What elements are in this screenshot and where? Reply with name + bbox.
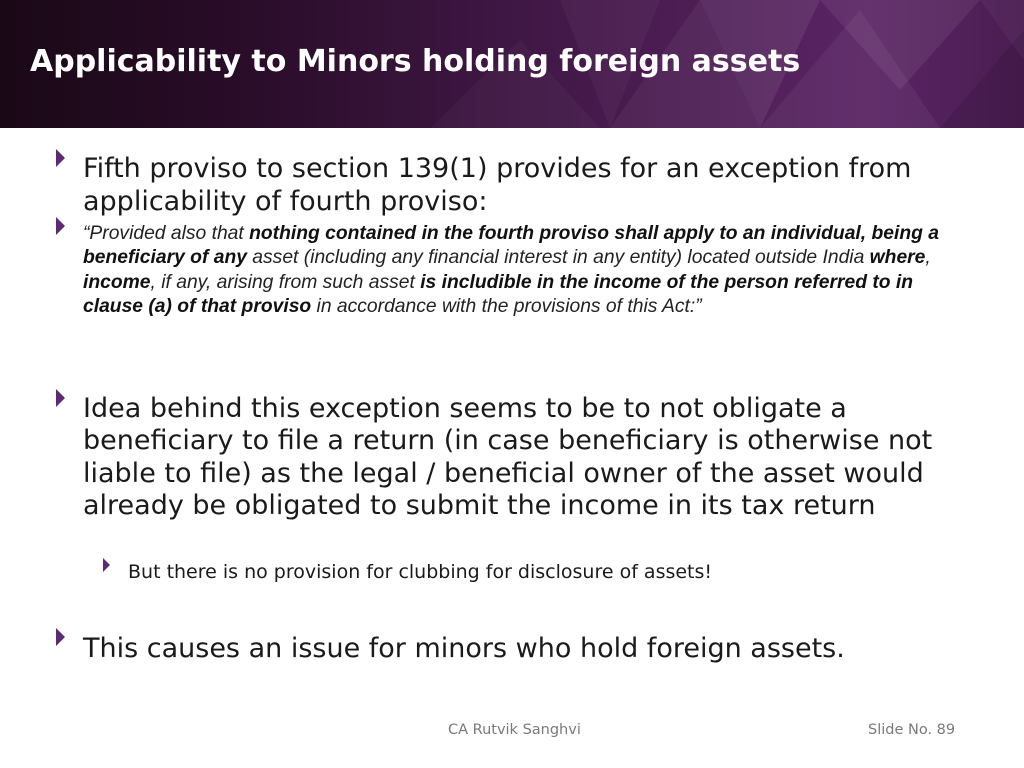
bullet-arrow-icon — [56, 389, 65, 407]
quote-bold-segment: income — [83, 271, 151, 293]
footer-author: CA Rutvik Sanghvi — [448, 722, 581, 738]
bullet-arrow-icon — [56, 628, 65, 646]
sub-bullet-arrow-icon — [103, 558, 110, 572]
sub-bullet-text-clubbing: But there is no provision for clubbing for disclosure of assets! — [128, 561, 713, 583]
bullet-arrow-icon — [56, 217, 65, 235]
quote-segment: in accordance with the provisions of this Act:” — [311, 295, 702, 317]
bullet-text-idea: Idea behind this exception seems to be to not obligate a beneficiary to file a return (in case beneficiary is otherwise not liable to file) as the legal / beneficial owner of the asset would already be obligated to submit the income in its tax return — [83, 393, 933, 521]
quote-segment: asset (including any financial interest in any entity) located outside India — [246, 247, 870, 269]
footer-slide-number: Slide No. 89 — [868, 722, 956, 738]
bullet-text-proviso-quote — [83, 222, 963, 319]
bullet-text-issue: This causes an issue for minors who hold foreign assets. — [83, 633, 845, 664]
bullet-text-fifth-proviso: Fifth proviso to section 139(1) provides for an exception from applicability of fourth proviso: — [83, 153, 912, 217]
slide-header — [0, 0, 1024, 128]
quote-bold-segment: where — [869, 247, 926, 269]
quote-segment: , if any, arising from such asset — [150, 271, 421, 293]
quote-segment: , — [925, 247, 931, 269]
quote-bold-segment: is includible in the income of the person referred to in clause (a) of that proviso — [83, 271, 914, 317]
quote-segment: “Provided also that — [83, 223, 250, 244]
slide-title: Applicability to Minors holding foreign assets — [30, 44, 801, 79]
bullet-arrow-icon — [56, 149, 65, 167]
quote-bold-segment: nothing contained in the fourth proviso shall apply to an individual, being a beneficiary of any — [83, 223, 939, 269]
